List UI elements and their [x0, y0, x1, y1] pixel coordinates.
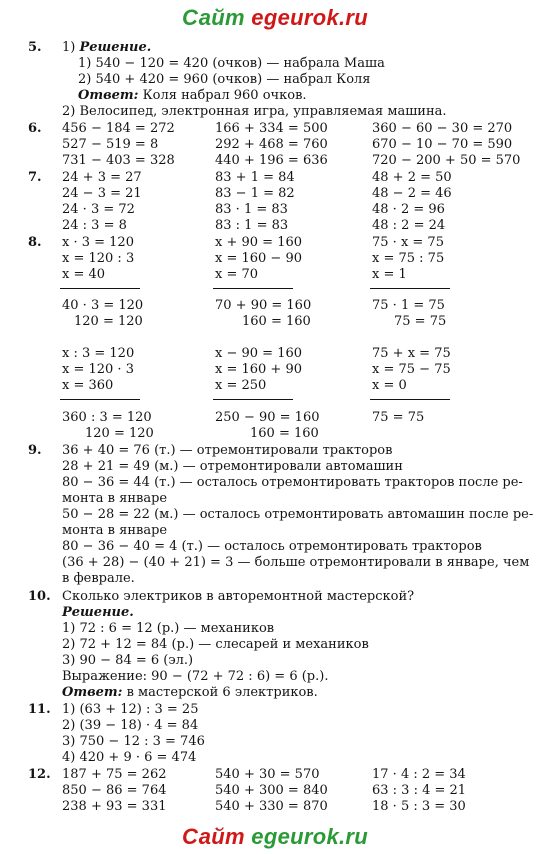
task-11-number: 11.: [28, 702, 51, 717]
task-8-divider: [370, 288, 450, 289]
task-6-r3-c1: 731 − 403 = 328: [62, 153, 175, 168]
task-8-b2-r3-c3: x = 0: [372, 378, 407, 393]
task-11-line: 4) 420 + 9 · 6 = 474: [62, 750, 197, 765]
task-12-r3-c3: 18 · 5 : 3 = 30: [372, 799, 466, 814]
task-8-b1-r3-c1: x = 40: [62, 267, 106, 282]
task-8-c1-r2-c3: 75 = 75: [394, 314, 447, 329]
task-6-r2-c2: 292 + 468 = 760: [215, 137, 328, 152]
task-9-line: 80 − 36 = 44 (т.) — осталось отремонтировать тракторов после ре-: [62, 475, 523, 490]
task-12-r1-c2: 540 + 30 = 570: [215, 767, 320, 782]
task-6-r2-c1: 527 − 519 = 8: [62, 137, 159, 152]
task-7-r4-c1: 24 : 3 = 8: [62, 218, 127, 233]
task-5-number: 5.: [28, 40, 42, 55]
task-12-r3-c1: 238 + 93 = 331: [62, 799, 167, 814]
task-8-c2-r2-c2: 160 = 160: [250, 426, 319, 441]
task-12-r2-c1: 850 − 86 = 764: [62, 783, 167, 798]
task-8-c1-r1-c2: 70 + 90 = 160: [215, 298, 312, 313]
task-7-r2-c1: 24 − 3 = 21: [62, 186, 142, 201]
task-7-r3-c3: 48 · 2 = 96: [372, 202, 445, 217]
task-8-c2-r1-c3: 75 = 75: [372, 410, 425, 425]
task-7-r2-c2: 83 − 1 = 82: [215, 186, 295, 201]
task-10-number: 10.: [28, 589, 51, 604]
task-8-b2-r2-c3: x = 75 − 75: [372, 362, 451, 377]
task-10-line: Выражение: 90 − (72 + 72 : 6) = 6 (р.).: [62, 669, 329, 684]
task-10-solution-label: Решение.: [62, 605, 134, 620]
task-6-r3-c2: 440 + 196 = 636: [215, 153, 328, 168]
task-8-b1-r1-c2: x + 90 = 160: [215, 235, 303, 250]
task-9-line: 80 − 36 − 40 = 4 (т.) — осталось отремонтировать тракторов: [62, 539, 482, 554]
task-5-line-2: 2) 540 + 420 = 960 (очков) — набрал Коля: [78, 72, 371, 87]
task-12-r2-c3: 63 : 3 : 4 = 21: [372, 783, 467, 798]
site-footer-domain: egeurok.ru: [251, 824, 368, 849]
task-7-number: 7.: [28, 170, 42, 185]
task-5-line-1: 1) 540 − 120 = 420 (очков) — набрала Маша: [78, 56, 385, 71]
task-9-line: 50 − 28 = 22 (м.) — осталось отремонтировать автомашин после ре-: [62, 507, 534, 522]
task-9-number: 9.: [28, 443, 42, 458]
task-8-c2-r1-c2: 250 − 90 = 160: [215, 410, 320, 425]
task-8-c1-r2-c2: 160 = 160: [242, 314, 311, 329]
task-7-r1-c3: 48 + 2 = 50: [372, 170, 452, 185]
task-8-b1-r2-c2: x = 160 − 90: [215, 251, 303, 266]
task-6-r1-c1: 456 − 184 = 272: [62, 121, 175, 136]
task-9-line: монта в январе: [62, 523, 168, 538]
task-6-number: 6.: [28, 121, 42, 136]
task-9-line: 36 + 40 = 76 (т.) — отремонтировали тракторов: [62, 443, 393, 458]
task-9-line: в феврале.: [62, 571, 135, 586]
task-9-line: монта в январе: [62, 491, 168, 506]
task-10-line: 2) 72 + 12 = 84 (р.) — слесарей и механиков: [62, 637, 369, 652]
task-11-line: 2) (39 − 18) · 4 = 84: [62, 718, 199, 733]
task-7-r4-c2: 83 : 1 = 83: [215, 218, 289, 233]
task-6-r1-c3: 360 − 60 − 30 = 270: [372, 121, 513, 136]
task-8-c1-r1-c1: 40 · 3 = 120: [62, 298, 144, 313]
site-header[interactable]: [0, 5, 550, 31]
task-7-r3-c2: 83 · 1 = 83: [215, 202, 288, 217]
task-8-c2-r2-c1: 120 = 120: [85, 426, 154, 441]
task-6-r3-c3: 720 − 200 + 50 = 570: [372, 153, 521, 168]
task-8-divider: [60, 288, 140, 289]
task-8-b2-r2-c2: x = 160 + 90: [215, 362, 303, 377]
task-10-line: 3) 90 − 84 = 6 (эл.): [62, 653, 194, 668]
task-9-line: 28 + 21 = 49 (м.) — отремонтировали автомашин: [62, 459, 403, 474]
task-8-c2-r1-c1: 360 : 3 = 120: [62, 410, 152, 425]
task-9-line: (36 + 28) − (40 + 21) = 3 — больше отремонтировали в январе, чем: [62, 555, 530, 570]
site-header-prefix: Сайт: [182, 5, 252, 30]
task-8-b1-r3-c3: x = 1: [372, 267, 407, 282]
task-10-question: Сколько электриков в авторемонтной мастерской?: [62, 589, 415, 604]
task-6-r1-c2: 166 + 334 = 500: [215, 121, 328, 136]
site-footer[interactable]: [0, 824, 550, 850]
task-8-b2-r1-c3: 75 + x = 75: [372, 346, 451, 361]
task-7-r3-c1: 24 · 3 = 72: [62, 202, 135, 217]
task-10-answer: Ответ: в мастерской 6 электриков.: [62, 685, 318, 700]
task-8-divider: [213, 288, 293, 289]
task-8-divider: [60, 399, 140, 400]
task-5-answer: Ответ: Коля набрал 960 очков.: [78, 88, 307, 103]
task-5-solution-label: Решение.: [79, 40, 152, 55]
task-8-b2-r3-c1: x = 360: [62, 378, 114, 393]
task-8-b1-r2-c3: x = 75 : 75: [372, 251, 445, 266]
task-7-r1-c2: 83 + 1 = 84: [215, 170, 295, 185]
task-12-r1-c3: 17 · 4 : 2 = 34: [372, 767, 466, 782]
task-5-part-2: 2) Велосипед, электронная игра, управляемая машина.: [62, 104, 447, 119]
task-8-b1-r1-c3: 75 · x = 75: [372, 235, 444, 250]
task-12-r3-c2: 540 + 330 = 870: [215, 799, 328, 814]
task-7-r1-c1: 24 + 3 = 27: [62, 170, 142, 185]
task-8-b1-r1-c1: x · 3 = 120: [62, 235, 134, 250]
task-8-b1-r3-c2: x = 70: [215, 267, 259, 282]
task-7-r2-c3: 48 − 2 = 46: [372, 186, 452, 201]
task-6-r2-c3: 670 − 10 − 70 = 590: [372, 137, 513, 152]
task-8-divider: [370, 399, 450, 400]
site-header-domain: egeurok.ru: [251, 5, 368, 30]
site-footer-prefix: Сайт: [182, 824, 252, 849]
task-8-b2-r1-c1: x : 3 = 120: [62, 346, 135, 361]
task-8-b1-r2-c1: x = 120 : 3: [62, 251, 135, 266]
task-12-r2-c2: 540 + 300 = 840: [215, 783, 328, 798]
task-7-r4-c3: 48 : 2 = 24: [372, 218, 446, 233]
task-8-b2-r1-c2: x − 90 = 160: [215, 346, 303, 361]
task-8-c1-r2-c1: 120 = 120: [74, 314, 143, 329]
task-12-r1-c1: 187 + 75 = 262: [62, 767, 167, 782]
task-8-b2-r2-c1: x = 120 · 3: [62, 362, 134, 377]
task-8-number: 8.: [28, 235, 42, 250]
task-8-divider: [213, 399, 293, 400]
task-8-c1-r1-c3: 75 · 1 = 75: [372, 298, 445, 313]
task-11-line: 3) 750 − 12 : 3 = 746: [62, 734, 205, 749]
task-5-heading: 1) Решение.: [62, 40, 152, 55]
task-11-line: 1) (63 + 12) : 3 = 25: [62, 702, 199, 717]
task-12-number: 12.: [28, 767, 51, 782]
task-10-line: 1) 72 : 6 = 12 (р.) — механиков: [62, 621, 275, 636]
task-8-b2-r3-c2: x = 250: [215, 378, 267, 393]
